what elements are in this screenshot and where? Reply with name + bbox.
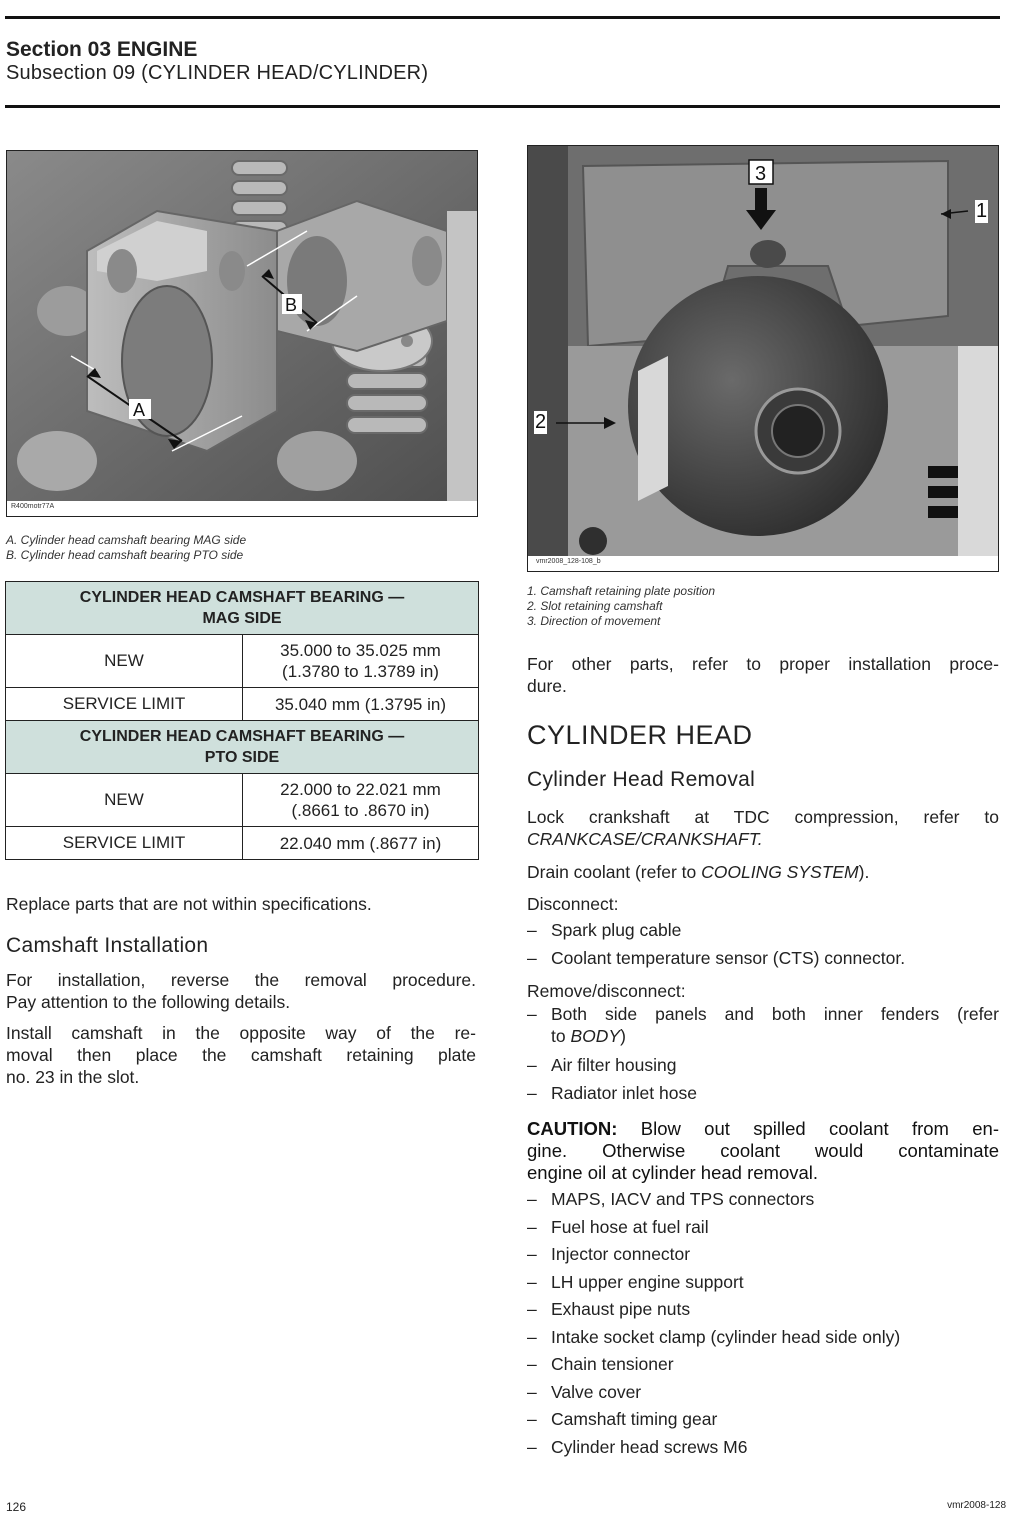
row-value-service-limit: 35.040 mm (1.3795 in)	[243, 688, 479, 721]
text-span: to	[551, 1026, 571, 1046]
legend-item: A. Cylinder head camshaft bearing MAG side	[6, 533, 247, 547]
list-item: – Cylinder head screws M6	[527, 1434, 900, 1462]
figure-cylinder-head-bearings	[6, 150, 478, 517]
text-line: For other parts, refer to proper installation proce-	[527, 654, 999, 674]
remove-list	[527, 1003, 999, 1107]
row-label-new: NEW	[6, 635, 243, 688]
list-item: – Coolant temperature sensor (CTS) connector.	[527, 945, 905, 973]
legend-item: 3. Direction of movement	[527, 614, 661, 628]
legend-item: 1. Camshaft retaining plate position	[527, 584, 716, 598]
list-item: – Spark plug cable	[527, 917, 905, 945]
text-line	[527, 1118, 999, 1140]
callout-2: 2	[535, 411, 547, 433]
text-line: moval then place the camshaft retaining plate	[6, 1045, 476, 1065]
figure1-legend	[6, 533, 246, 563]
list-item: – Air filter housing	[527, 1052, 999, 1080]
subsection-title: Subsection 09 (CYLINDER HEAD/CYLINDER)	[6, 62, 429, 84]
value-line: (.8661 to .8670 in)	[291, 801, 430, 820]
table-heading-mag	[6, 582, 479, 635]
legend-item: 2. Slot retaining camshaft	[527, 599, 663, 613]
list-item: – Chain tensioner	[527, 1351, 900, 1379]
heading-text: CYLINDER HEAD CAMSHAFT BEARING — MAG SIDE	[79, 589, 405, 627]
text-line: Lock crankshaft at TDC compression, refer to	[527, 807, 999, 827]
row-label-service-limit: SERVICE LIMIT	[6, 688, 243, 721]
top-rule	[5, 16, 1000, 19]
crankcase-reference: CRANKCASE/CRANKSHAFT.	[527, 829, 763, 849]
cylinder-head-illustration	[7, 151, 477, 516]
value-line: (1.3780 to 1.3789 in)	[282, 662, 439, 681]
text-line: Install camshaft in the opposite way of the re-	[6, 1023, 476, 1043]
disconnect-label: Disconnect:	[527, 894, 619, 914]
list-item: – Valve cover	[527, 1379, 900, 1407]
list-item: – Camshaft timing gear	[527, 1406, 900, 1434]
other-parts-paragraph	[527, 653, 999, 697]
section-title: Section 03 ENGINE	[6, 38, 198, 61]
row-value-new	[243, 635, 479, 688]
text-span: )	[620, 1026, 626, 1046]
text-line: no. 23 in the slot.	[6, 1067, 140, 1087]
value-line: 35.000 to 35.025 mm	[280, 641, 441, 660]
callout-a: A	[133, 400, 146, 420]
table-heading-pto	[6, 721, 479, 774]
body-reference: BODY	[570, 1026, 621, 1046]
list-item: – LH upper engine support	[527, 1269, 900, 1297]
text-line	[551, 1025, 999, 1047]
callout-3: 3	[755, 163, 767, 185]
figure-code: vmr2008_128-108_b	[536, 558, 601, 565]
installation-paragraph-1	[6, 969, 476, 1013]
legend-item: B. Cylinder head camshaft bearing PTO side	[6, 548, 244, 562]
disconnect-list	[527, 917, 905, 972]
list-item: – Injector connector	[527, 1241, 900, 1269]
text-line: engine oil at cylinder head removal.	[527, 1162, 819, 1183]
text-span: Blow out spilled coolant from en-	[617, 1118, 999, 1139]
caution-label: CAUTION:	[527, 1118, 618, 1139]
cooling-system-reference: COOLING SYSTEM	[701, 862, 859, 882]
row-label-new: NEW	[6, 774, 243, 827]
figure-camshaft-retaining-plate	[527, 145, 999, 572]
caution-note	[527, 1118, 999, 1184]
callout-1: 1	[976, 200, 988, 222]
heading-text: CYLINDER HEAD CAMSHAFT BEARING — PTO SIDE	[79, 728, 405, 766]
camshaft-bearing-spec-table	[5, 581, 479, 860]
list-item: – Fuel hose at fuel rail	[527, 1214, 900, 1242]
lock-crankshaft-paragraph	[527, 806, 999, 850]
text-line: dure.	[527, 676, 567, 696]
list-item: – Intake socket clamp (cylinder head side only)	[527, 1324, 900, 1352]
removal-steps-list	[527, 1186, 900, 1461]
footer-code: vmr2008-128	[947, 1500, 1006, 1511]
list-item: – Exhaust pipe nuts	[527, 1296, 900, 1324]
page-number: 126	[6, 1500, 27, 1514]
retaining-plate-illustration	[528, 146, 998, 571]
figure2-legend	[527, 584, 715, 629]
text-line: – Both side panels and both inner fenders (refer	[551, 1004, 999, 1024]
row-value-new	[243, 774, 479, 827]
row-label-service-limit: SERVICE LIMIT	[6, 827, 243, 860]
camshaft-installation-heading: Camshaft Installation	[6, 934, 209, 957]
text-span: Drain coolant (refer to	[527, 862, 702, 882]
text-line: gine. Otherwise coolant would contaminate	[527, 1140, 999, 1161]
cylinder-head-title: CYLINDER HEAD	[527, 720, 753, 750]
installation-paragraph-2	[6, 1022, 476, 1088]
text-line: Pay attention to the following details.	[6, 992, 291, 1012]
figure-code: R400motr77A	[11, 503, 55, 510]
list-item: – MAPS, IACV and TPS connectors	[527, 1186, 900, 1214]
list-item: – Radiator inlet hose	[527, 1080, 999, 1108]
text-line: For installation, reverse the removal procedure.	[6, 970, 476, 990]
drain-coolant-paragraph	[527, 861, 869, 883]
row-value-service-limit: 22.040 mm (.8677 in)	[243, 827, 479, 860]
list-item	[527, 1003, 999, 1047]
remove-disconnect-label: Remove/disconnect:	[527, 981, 686, 1001]
replace-parts-text: Replace parts that are not within specifications.	[6, 894, 372, 914]
callout-b: B	[285, 295, 298, 315]
cylinder-head-removal-heading: Cylinder Head Removal	[527, 768, 756, 791]
header-rule	[5, 105, 1000, 108]
text-span: ).	[858, 862, 870, 882]
value-line: 22.000 to 22.021 mm	[280, 780, 441, 799]
